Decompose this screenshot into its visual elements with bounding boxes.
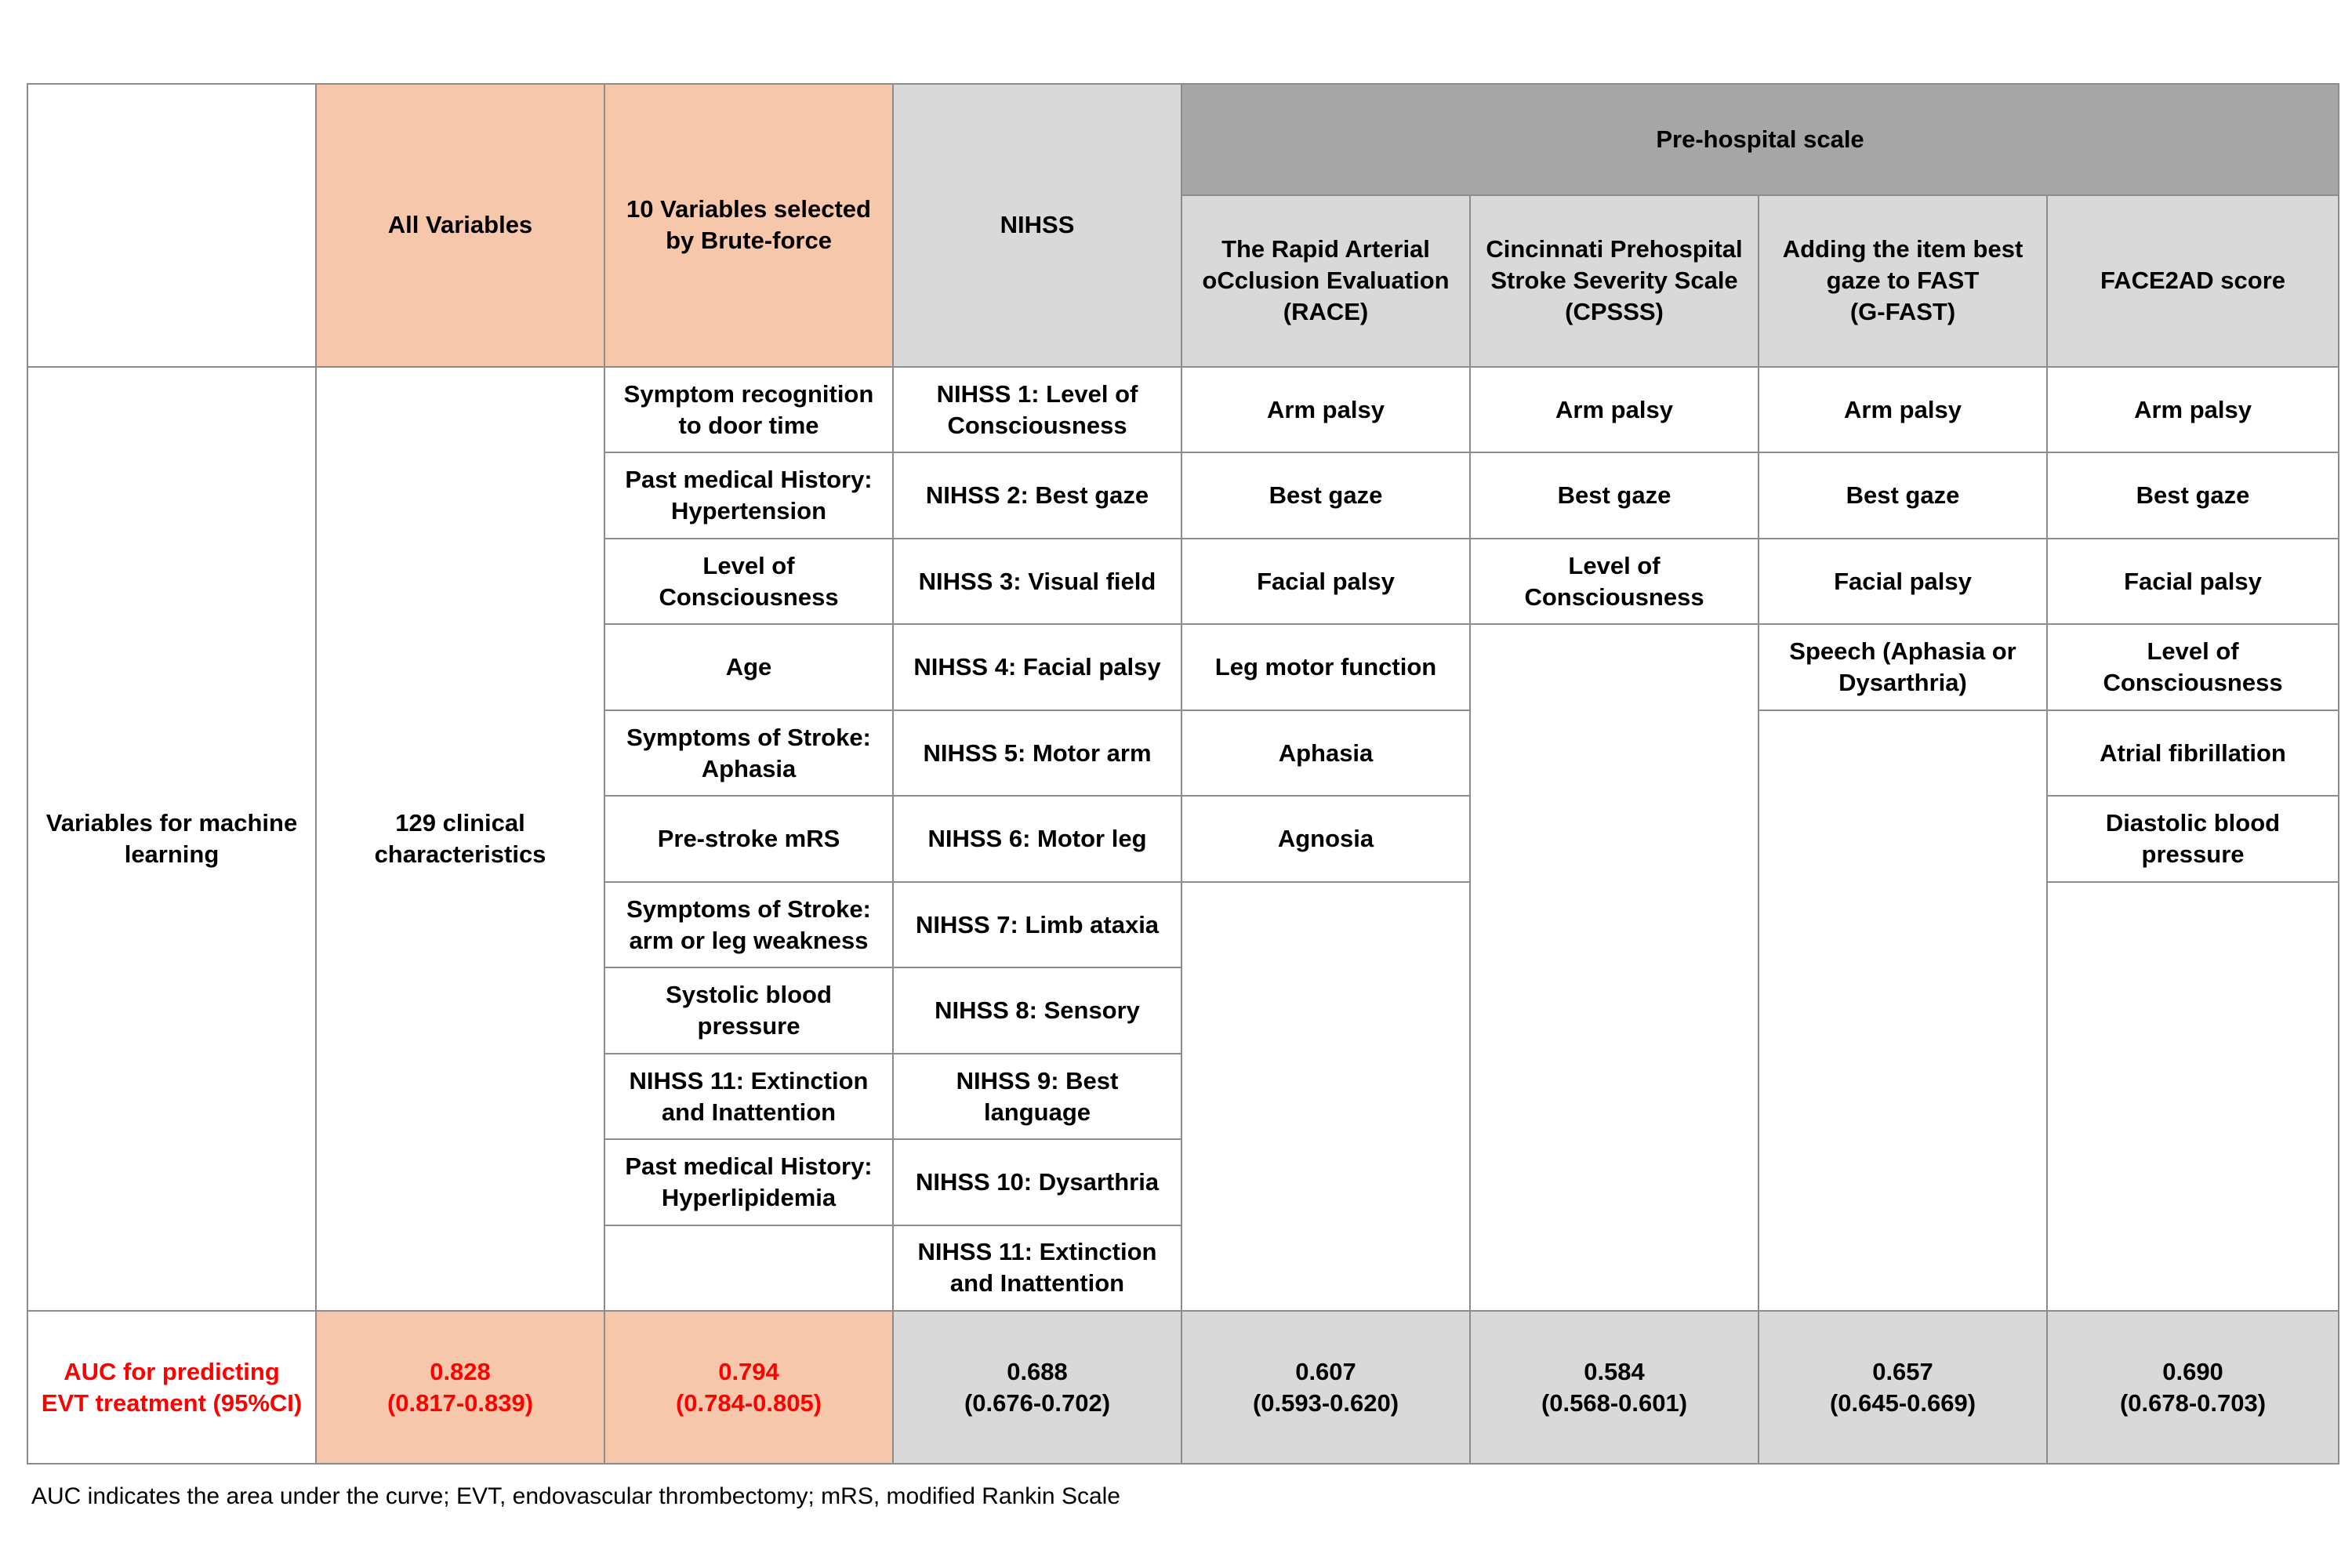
- cell-text-line: Symptoms of Stroke:: [626, 723, 871, 751]
- cell-text-line: 0.584: [1584, 1357, 1645, 1385]
- cell-text-line: 0.828: [430, 1357, 491, 1385]
- cpsss-item: [1470, 452, 1759, 538]
- header-prehospital-scale: Pre-hospital scale: [1181, 84, 2339, 195]
- cell-text-line: EVT treatment (95%CI): [41, 1388, 303, 1417]
- cell-text-line: Arm palsy: [1555, 395, 1673, 423]
- cell-text-line: pressure: [2141, 840, 2245, 869]
- auc-all-variables: [316, 1311, 604, 1464]
- race-item: [1181, 624, 1470, 710]
- race-item: [1181, 539, 1470, 624]
- cell-text-line: (0.593-0.620): [1252, 1388, 1399, 1417]
- cell-text-line: 0.657: [1872, 1357, 1933, 1385]
- cell-text-line: (0.678-0.703): [2119, 1388, 2267, 1417]
- cell-text-line: Dysarthria): [1838, 669, 1967, 697]
- brute-force-item: [604, 1139, 893, 1225]
- cell-text-line: (0.676-0.702): [964, 1388, 1111, 1417]
- cell-text-line: NIHSS 3: Visual field: [918, 567, 1156, 595]
- cell-text-line: (0.817-0.839): [387, 1388, 534, 1417]
- brute-force-item: [604, 710, 893, 796]
- corner-cell: [27, 84, 316, 367]
- cell-text-line: AUC for predicting: [64, 1357, 280, 1385]
- auc-face2ad: [2047, 1311, 2339, 1464]
- brute-force-item: [604, 367, 893, 452]
- cell-text-line: NIHSS 11: Extinction: [629, 1066, 869, 1094]
- auc-brute-force: [604, 1311, 893, 1464]
- gfast-item: [1759, 452, 2047, 538]
- cell-text-line: Level of: [702, 551, 795, 579]
- cell-text-line: and Inattention: [949, 1269, 1125, 1298]
- cell-text-line: Arm palsy: [1844, 395, 1962, 423]
- auc-race: [1181, 1311, 1470, 1464]
- footnote: AUC indicates the area under the curve; EVT, endovascular thrombectomy; mRS, modified Rankin Scale: [31, 1483, 1120, 1509]
- cell-text-line: 0.794: [718, 1357, 779, 1385]
- cell-text-line: (CPSSS): [1565, 298, 1664, 326]
- all-variables-value: [316, 367, 604, 1311]
- cell-text-line: Best gaze: [1846, 481, 1960, 510]
- cell-text-line: oCclusion Evaluation: [1202, 267, 1450, 295]
- cell-text-line: (G-FAST): [1849, 298, 1956, 326]
- face2ad-item-empty: [2047, 882, 2339, 1311]
- cell-text-line: Agnosia: [1277, 825, 1374, 853]
- cell-text-line: by Brute-force: [666, 227, 832, 255]
- brute-force-item: [604, 1225, 893, 1311]
- brute-force-item: [604, 539, 893, 624]
- cell-text-line: Diastolic blood: [2105, 809, 2281, 837]
- nihss-item: [893, 1225, 1181, 1311]
- gfast-item: [1759, 539, 2047, 624]
- nihss-item: [893, 882, 1181, 967]
- brute-force-item: [604, 624, 893, 710]
- cell-text-line: Arm palsy: [2134, 395, 2252, 423]
- cell-text-line: Consciousness: [1524, 583, 1704, 611]
- cell-text-line: language: [983, 1098, 1091, 1126]
- cell-text-line: Aphasia: [701, 754, 797, 782]
- cell-text-line: NIHSS 7: Limb ataxia: [915, 910, 1160, 938]
- cell-text-line: NIHSS 8: Sensory: [935, 996, 1140, 1025]
- face2ad-item: [2047, 452, 2339, 538]
- comparison-table: [27, 83, 2339, 1465]
- cell-text-line: Hyperlipidemia: [661, 1184, 837, 1211]
- nihss-item: [893, 967, 1181, 1053]
- face2ad-item: [2047, 539, 2339, 624]
- header-all-variables: All Variables: [316, 84, 604, 367]
- cell-text-line: The Rapid Arterial: [1221, 235, 1430, 263]
- cell-text-line: Best gaze: [2136, 481, 2250, 510]
- cell-text-line: NIHSS 5: Motor arm: [923, 739, 1152, 767]
- cell-text-line: Variables for machine: [45, 809, 298, 837]
- cell-text-line: NIHSS 4: Facial palsy: [913, 653, 1161, 681]
- cell-text-line: Cincinnati Prehospital: [1486, 235, 1743, 263]
- face2ad-item: [2047, 710, 2339, 796]
- auc-cpsss: [1470, 1311, 1759, 1464]
- cpsss-item: [1470, 539, 1759, 624]
- cell-text-line: Facial palsy: [1834, 567, 1972, 595]
- cell-text-line: Arm palsy: [1267, 395, 1385, 423]
- cell-text-line: (RACE): [1283, 298, 1369, 326]
- cell-text-line: Pre-stroke mRS: [657, 825, 840, 853]
- cell-text-line: 10 Variables selected: [626, 195, 871, 223]
- race-item: [1181, 452, 1470, 538]
- auc-nihss: [893, 1311, 1181, 1464]
- race-item: [1181, 796, 1470, 881]
- cell-text-line: 129 clinical: [395, 809, 525, 837]
- cell-text-line: learning: [124, 840, 220, 869]
- auc-gfast: [1759, 1311, 2047, 1464]
- header-brute-force: [604, 84, 893, 367]
- cell-text-line: pressure: [697, 1012, 800, 1040]
- face2ad-item: [2047, 624, 2339, 710]
- cell-text-line: Best gaze: [1269, 481, 1383, 510]
- cell-text-line: (0.645-0.669): [1829, 1388, 1976, 1417]
- cell-text-line: (0.784-0.805): [675, 1388, 822, 1417]
- face2ad-item: [2047, 367, 2339, 452]
- cell-text-line: Aphasia: [1278, 739, 1374, 767]
- cpsss-item-empty: [1470, 624, 1759, 1311]
- cell-text-line: Systolic blood: [666, 981, 832, 1009]
- variables-row-label: [27, 367, 316, 1311]
- cell-text-line: Speech (Aphasia or: [1789, 637, 2016, 666]
- header-nihss: NIHSS: [893, 84, 1181, 367]
- cell-text-line: Consciousness: [947, 411, 1127, 439]
- cell-text-line: to door time: [678, 411, 819, 439]
- cell-text-line: (0.568-0.601): [1541, 1388, 1688, 1417]
- cell-text-line: Atrial fibrillation: [2100, 739, 2286, 767]
- nihss-item: [893, 796, 1181, 881]
- header-face2ad: FACE2AD score: [2047, 195, 2339, 367]
- cell-text-line: Level of: [1568, 551, 1661, 579]
- brute-force-item: [604, 796, 893, 881]
- cell-text-line: NIHSS 9: Best: [956, 1066, 1119, 1094]
- race-item-empty: [1181, 882, 1470, 1311]
- cell-text-line: arm or leg weakness: [629, 926, 869, 954]
- cell-text-line: Facial palsy: [1257, 567, 1395, 595]
- brute-force-item: [604, 1054, 893, 1139]
- brute-force-item: [604, 882, 893, 967]
- nihss-item: [893, 452, 1181, 538]
- brute-force-item: [604, 967, 893, 1053]
- cell-text-line: Past medical History:: [625, 466, 873, 494]
- cell-text-line: 0.690: [2162, 1357, 2223, 1385]
- race-item: [1181, 367, 1470, 452]
- nihss-item: [893, 624, 1181, 710]
- cell-text-line: Level of: [2147, 637, 2239, 666]
- cell-text-line: Age: [725, 653, 772, 681]
- cell-text-line: NIHSS 10: Dysarthria: [915, 1168, 1160, 1196]
- cell-text-line: Symptom recognition: [623, 379, 874, 408]
- nihss-item: [893, 1054, 1181, 1139]
- cell-text-line: NIHSS 2: Best gaze: [925, 481, 1149, 510]
- cell-text-line: gaze to FAST: [1826, 267, 1980, 295]
- header-gfast: [1759, 195, 2047, 367]
- cpsss-item: [1470, 367, 1759, 452]
- cell-text-line: Consciousness: [659, 583, 839, 611]
- cell-text-line: and Inattention: [661, 1098, 837, 1126]
- cell-text-line: characteristics: [374, 840, 546, 869]
- cell-text-line: Facial palsy: [2124, 567, 2262, 595]
- cell-text-line: NIHSS 1: Level of: [936, 379, 1138, 408]
- cell-text-line: NIHSS 11: Extinction: [917, 1238, 1157, 1266]
- cell-text-line: Consciousness: [2103, 669, 2283, 697]
- header-cpsss: [1470, 195, 1759, 367]
- gfast-item-empty: [1759, 710, 2047, 1311]
- header-race: [1181, 195, 1470, 367]
- cell-text-line: 0.688: [1007, 1357, 1068, 1385]
- nihss-item: [893, 710, 1181, 796]
- auc-row-label: [27, 1311, 316, 1464]
- race-item: [1181, 710, 1470, 796]
- gfast-item: [1759, 624, 2047, 710]
- nihss-item: [893, 1139, 1181, 1225]
- cell-text-line: Symptoms of Stroke:: [626, 895, 871, 923]
- cell-text-line: Hypertension: [670, 497, 827, 525]
- nihss-item: [893, 367, 1181, 452]
- face2ad-item: [2047, 796, 2339, 881]
- cell-text-line: Adding the item best: [1782, 235, 2024, 263]
- cell-text-line: Past medical History:: [625, 1152, 873, 1180]
- brute-force-item: [604, 452, 893, 538]
- cell-text-line: Leg motor function: [1214, 653, 1437, 681]
- cell-text-line: Stroke Severity Scale: [1490, 267, 1738, 295]
- cell-text-line: 0.607: [1295, 1357, 1356, 1385]
- gfast-item: [1759, 367, 2047, 452]
- cell-text-line: NIHSS 6: Motor leg: [927, 825, 1147, 853]
- nihss-item: [893, 539, 1181, 624]
- cell-text-line: Best gaze: [1557, 481, 1671, 510]
